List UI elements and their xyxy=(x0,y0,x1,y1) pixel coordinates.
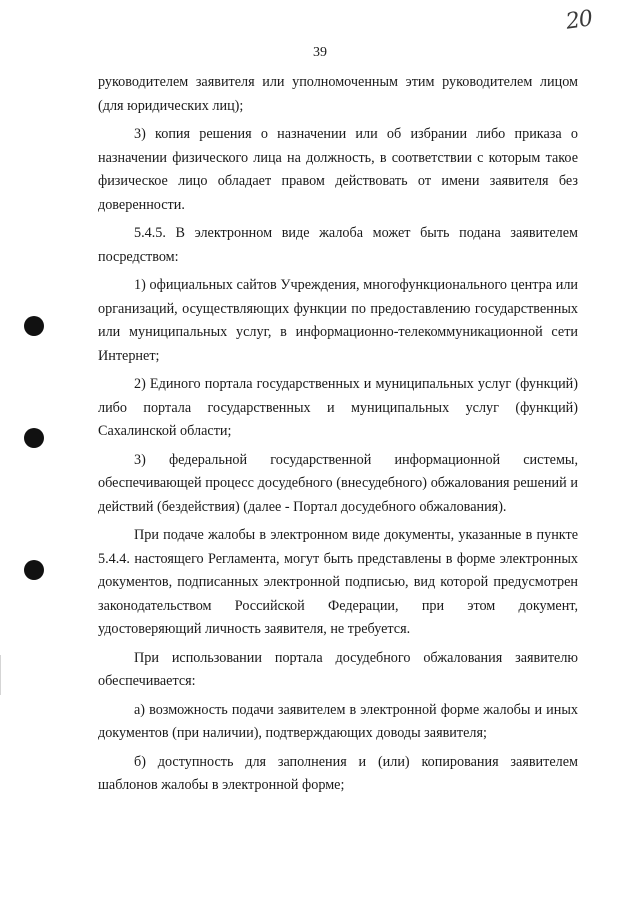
page-number: 39 xyxy=(313,45,327,60)
punch-hole xyxy=(24,428,44,448)
paragraph-item-1: 1) официальных сайтов Учреждения, многофункционального центра или организаций, осуществляющих функции по предоставлению государственных или муниципальных услуг, в информационно-телекоммуникационной сети Интернет; xyxy=(98,277,578,364)
paragraph-continuation: руководителем заявителя или уполномоченным этим руководителем лицом (для юридических лиц); xyxy=(98,74,578,114)
paragraph-item-2: 2) Единого портала государственных и муниципальных услуг (функций) либо портала государственных и муниципальных услуг (функций) Сахалинской области; xyxy=(98,376,578,439)
punch-hole xyxy=(24,316,44,336)
paragraph-item-3: 3) копия решения о назначении или об избрании либо приказа о назначении физического лица на должность, в соответствии с которым такое физическое лицо обладает правом действовать от имени заявителя без доверенности. xyxy=(98,126,578,213)
document-body xyxy=(98,71,578,803)
paragraph-5-4-5: 5.4.5. В электронном виде жалоба может быть подана заявителем посредством: xyxy=(98,225,578,265)
paragraph-item-3-federal: 3) федеральной государственной информационной системы, обеспечивающей процесс досудебного (внесудебного) обжалования решений и действий (бездействия) (далее - Портал досудебного обжалования). xyxy=(98,451,578,515)
paragraph-item-b: б) доступность для заполнения и (или) копирования заявителем шаблонов жалобы в электронной форме; xyxy=(98,753,578,793)
scan-artifact xyxy=(0,655,1,695)
handwritten-page-mark: 20 xyxy=(564,6,594,35)
paragraph-electronic-docs: При подаче жалобы в электронном виде документы, указанные в пункте 5.4.4. настоящего Регламента, могут быть представлены в форме электронных документов, подписанных электронной подписью, вид которой предусмотрен законодательством Российской Федерации, при этом документ, удостоверяющий личность заявителя, не требуется. xyxy=(98,527,578,637)
punch-hole xyxy=(24,560,44,580)
paragraph-portal-usage: При использовании портала досудебного обжалования заявителю обеспечивается: xyxy=(98,649,578,689)
paragraph-item-a: а) возможность подачи заявителем в электронной форме жалобы и иных документов (при наличии), подтверждающих доводы заявителя; xyxy=(98,701,578,741)
